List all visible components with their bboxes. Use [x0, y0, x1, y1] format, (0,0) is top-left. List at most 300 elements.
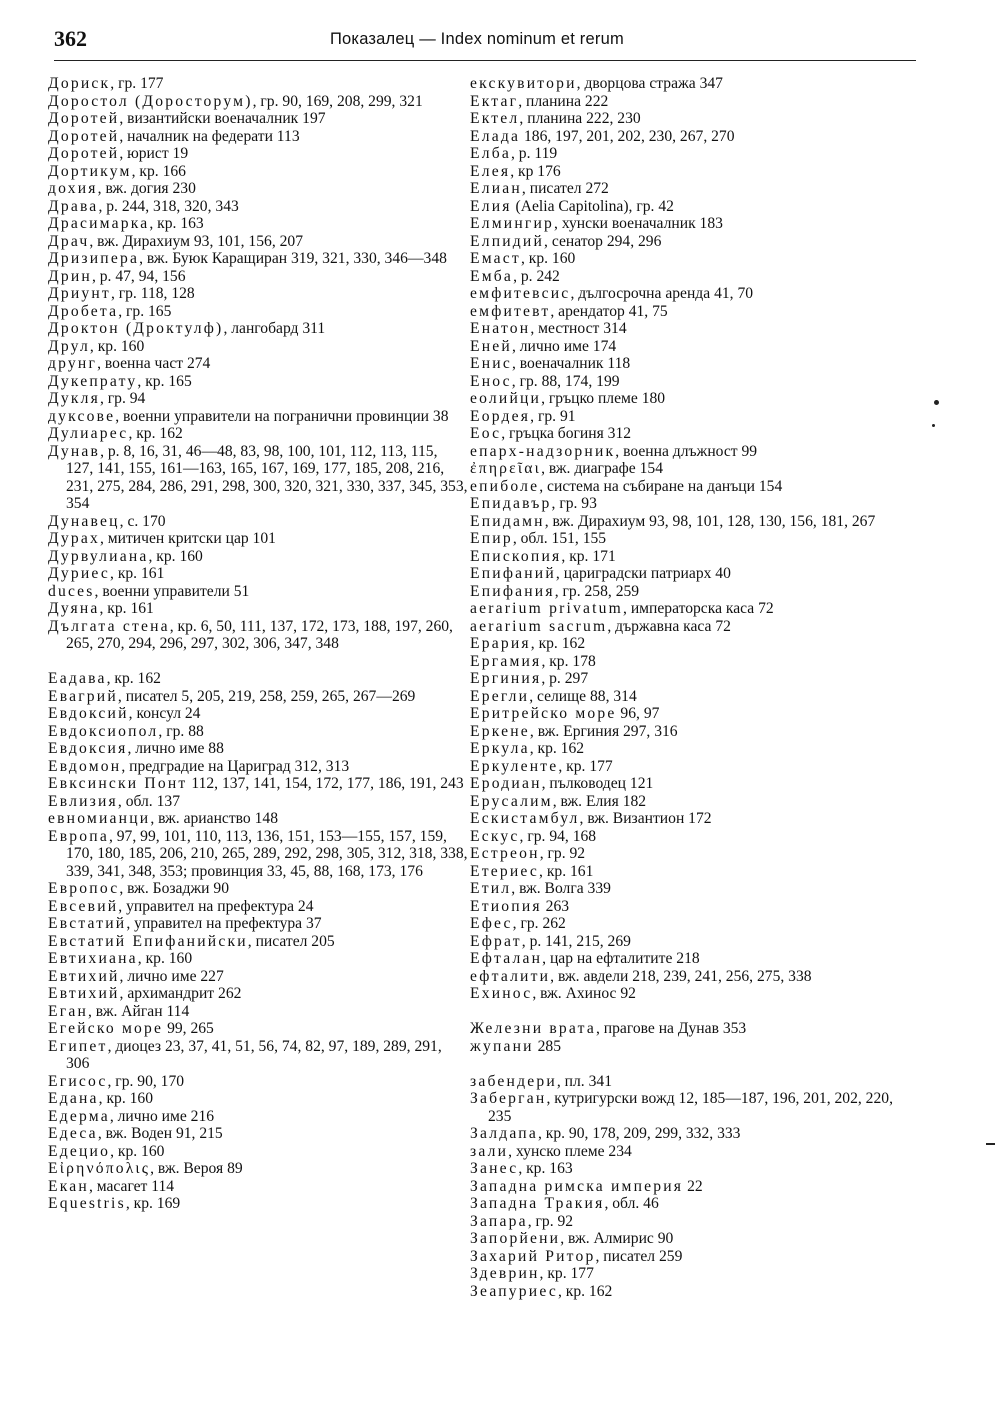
- entry-references: , пл. 341: [556, 1072, 612, 1090]
- entry-headword: Евдоксия: [48, 740, 128, 757]
- entry-headword: Запара: [470, 1212, 528, 1230]
- entry-headword: Еродиан: [470, 775, 542, 792]
- entry-headword: Европос: [48, 880, 120, 897]
- index-column-right: [470, 75, 906, 1300]
- index-entry: [48, 793, 468, 811]
- entry-headword: Евстатий Епифанийски: [48, 932, 248, 950]
- entry-references: , писател 259: [595, 1247, 683, 1265]
- index-entry: [470, 1073, 906, 1091]
- entry-references: , кр. 162: [128, 425, 183, 442]
- entry-headword: Евтихий: [48, 967, 120, 985]
- index-entry: [48, 740, 468, 758]
- index-entry: [470, 1143, 906, 1161]
- entry-references: , гр. 258, 259: [554, 582, 640, 600]
- entry-references: , кр. 160: [89, 337, 145, 355]
- entry-headword: Дрин: [48, 267, 92, 285]
- section-gap: [470, 1003, 906, 1021]
- index-entry: [470, 93, 906, 111]
- entry-references: , вж. догия 230: [97, 180, 196, 197]
- entry-references: , митичен критски цар 101: [99, 530, 276, 547]
- entry-references: , пълководец 121: [541, 775, 654, 792]
- entry-headword: Ефес: [470, 915, 513, 932]
- entry-headword: Еркула: [470, 740, 530, 757]
- index-entry: [470, 373, 906, 391]
- entry-references: 99, 265: [163, 1020, 214, 1037]
- entry-references: , обл. 46: [604, 1195, 659, 1212]
- entry-headword: Доротей: [48, 127, 120, 145]
- entry-headword: Екан: [48, 1177, 89, 1195]
- entry-headword: Здеврин: [470, 1265, 540, 1282]
- entry-references: , гр. 94: [99, 390, 146, 407]
- entry-headword: Епископия: [470, 547, 562, 565]
- entry-references: , гр. 93: [551, 495, 597, 512]
- index-entry: [48, 145, 468, 163]
- index-entry: [48, 775, 468, 793]
- entry-references: , вж. Буюк Каращиран 319, 321, 330, 346—348: [139, 250, 447, 267]
- entry-headword: Ергамия: [470, 652, 542, 670]
- entry-references: , обл. 137: [117, 792, 180, 810]
- entry-headword: Западна Тракия: [470, 1195, 605, 1212]
- entry-references: , лично име 227: [119, 967, 224, 985]
- index-entry: [48, 670, 468, 688]
- entry-headword: Европа: [48, 827, 109, 845]
- index-entry: [48, 968, 468, 986]
- index-entry: [470, 933, 906, 951]
- entry-references: , гр. 92: [527, 1212, 574, 1230]
- entry-references: , прагове на Дунав 353: [595, 1020, 747, 1037]
- index-entry: [470, 320, 906, 338]
- entry-headword: екскувитори: [470, 75, 577, 92]
- index-entry: [470, 1195, 906, 1213]
- entry-headword: Дулиарес: [48, 425, 129, 442]
- index-entry: [48, 373, 468, 391]
- entry-headword: Занес: [470, 1160, 519, 1177]
- entry-references: , писател 205: [247, 932, 335, 950]
- entry-references: , местност 314: [530, 320, 627, 337]
- index-entry: [48, 828, 468, 881]
- index-entry: [470, 215, 906, 233]
- entry-headword: Емаст: [470, 250, 521, 267]
- entry-references: 285: [533, 1037, 562, 1055]
- entry-references: , планина 222: [518, 92, 609, 110]
- index-entry: [470, 898, 906, 916]
- index-entry: [470, 793, 906, 811]
- entry-headword: Евтихий: [48, 985, 120, 1002]
- index-entry: [470, 180, 906, 198]
- entry-headword: Ерария: [470, 635, 531, 652]
- index-entry: [470, 1230, 906, 1248]
- entry-references: , кр. 163: [518, 1160, 573, 1177]
- entry-headword: Едеса: [48, 1125, 98, 1142]
- entry-references: , р. 141, 215, 269: [521, 932, 631, 950]
- entry-references: , вж. Воден 91, 215: [97, 1125, 223, 1142]
- index-entry: [470, 478, 906, 496]
- index-entry: [470, 688, 906, 706]
- entry-references: , военачалник 118: [511, 355, 631, 372]
- index-entry: [470, 1090, 906, 1125]
- entry-references: , кр. 160: [148, 547, 203, 565]
- entry-headword: Евагрий: [48, 687, 118, 705]
- index-entry: [470, 408, 906, 426]
- index-entry: [48, 513, 468, 531]
- entry-references: , архимандрит 262: [119, 985, 242, 1002]
- entry-references: , вж. арианство 148: [150, 810, 279, 827]
- entry-headword: Елиан: [470, 180, 522, 197]
- index-entry: [470, 723, 906, 741]
- index-entry: [470, 880, 906, 898]
- entry-references: , вж. Айган 114: [88, 1002, 190, 1020]
- index-entry: [470, 1283, 906, 1301]
- entry-references: , кр. 177: [558, 757, 613, 775]
- index-entry: [470, 233, 906, 251]
- entry-headword: Емба: [470, 267, 514, 285]
- entry-references: , военни управители на погранични провинции 38: [115, 407, 449, 425]
- entry-references: , кр. 163: [149, 215, 204, 232]
- entry-references: , консул 24: [128, 705, 201, 722]
- entry-references: , гр. 88, 174, 199: [511, 372, 620, 390]
- index-entry: [48, 233, 468, 251]
- index-entry: [470, 950, 906, 968]
- index-entry: [470, 740, 906, 758]
- index-entry: [48, 1073, 468, 1091]
- index-entry: [470, 250, 906, 268]
- index-entry: [48, 705, 468, 723]
- entry-references: , писател 272: [521, 180, 609, 197]
- index-entry: [470, 1020, 906, 1038]
- entry-headword: Едецио: [48, 1142, 111, 1160]
- entry-headword: Египет: [48, 1037, 108, 1055]
- index-entry: [470, 635, 906, 653]
- entry-headword: Драва: [48, 197, 99, 215]
- entry-headword: Друл: [48, 337, 90, 355]
- entry-references: , вж. Волга 339: [511, 880, 611, 897]
- entry-headword: Еган: [48, 1002, 88, 1020]
- index-entry: [48, 285, 468, 303]
- entry-headword: Доростол (Доросторум): [48, 92, 253, 110]
- index-entry: [470, 513, 906, 531]
- index-entry: [470, 145, 906, 163]
- entry-references: , р. 242: [513, 267, 560, 285]
- index-entry: [470, 863, 906, 881]
- index-entry: [48, 583, 468, 601]
- entry-headword: Ескистамбул: [470, 810, 580, 827]
- index-entry: [470, 810, 906, 828]
- entry-references: , вж. Ергиния 297, 316: [529, 722, 678, 740]
- entry-headword: Ергиния: [470, 670, 542, 687]
- index-entry: [48, 443, 468, 513]
- index-entry: [48, 110, 468, 128]
- entry-headword: Елмингир: [470, 215, 555, 232]
- entry-headword: емфитевт: [470, 302, 551, 320]
- entry-references: 96, 97: [616, 705, 660, 722]
- entry-headword: Западна римска империя: [470, 1177, 684, 1195]
- index-entry: [470, 128, 906, 146]
- entry-headword: Елия: [470, 197, 512, 215]
- entry-references: , гр. 165: [118, 302, 172, 320]
- entry-headword: Евстатий: [48, 915, 127, 932]
- entry-headword: Едерма: [48, 1107, 110, 1125]
- index-entry: [470, 495, 906, 513]
- index-entry: [48, 390, 468, 408]
- index-entry: [470, 670, 906, 688]
- entry-headword: епиболе: [470, 477, 540, 495]
- index-entry: [48, 425, 468, 443]
- entry-references: 186, 197, 201, 202, 230, 267, 270: [520, 127, 735, 145]
- entry-headword: Евсевий: [48, 897, 119, 915]
- entry-headword: Equestris: [48, 1195, 126, 1212]
- index-entry: [470, 460, 906, 478]
- entry-references: , вж. Византион 172: [579, 810, 712, 827]
- entry-headword: Захарий Ритор: [470, 1247, 596, 1265]
- entry-references: , лично име 216: [109, 1107, 215, 1125]
- entry-headword: Епир: [470, 530, 513, 547]
- entry-references: , кр 176: [510, 162, 561, 180]
- entry-headword: Еркуленте: [470, 757, 559, 775]
- entry-headword: Ектел: [470, 110, 520, 127]
- entry-headword: aerarium sacrum: [470, 617, 608, 635]
- index-entry: [48, 408, 468, 426]
- index-entry: [48, 163, 468, 181]
- index-column-left: [48, 75, 468, 1213]
- entry-references: , р. 244, 318, 320, 343: [98, 197, 239, 215]
- entry-references: , система на събиране на данъци 154: [539, 477, 783, 495]
- entry-references: , гр. 118, 128: [110, 285, 195, 302]
- index-entry: [470, 285, 906, 303]
- entry-references: , кр. 171: [561, 547, 616, 565]
- index-entry: [48, 1195, 468, 1213]
- index-entry: [470, 163, 906, 181]
- entry-references: , дългосрочна аренда 41, 70: [570, 285, 754, 302]
- entry-headword: Драсимарка: [48, 215, 150, 232]
- entry-headword: Етиопия: [470, 897, 542, 915]
- index-entry: [48, 268, 468, 286]
- index-entry: [470, 1265, 906, 1283]
- entry-headword: Ефталан: [470, 950, 543, 967]
- section-gap: [48, 653, 468, 671]
- index-entry: [48, 618, 468, 653]
- entry-references: , кр. 165: [137, 372, 192, 390]
- entry-headword: Ектаг: [470, 92, 519, 110]
- index-entry: [48, 898, 468, 916]
- entry-headword: Залдапа: [470, 1125, 538, 1142]
- index-entry: [470, 303, 906, 321]
- entry-headword: Ерегли: [470, 687, 530, 705]
- index-entry: [48, 915, 468, 933]
- entry-headword: Ефрат: [470, 932, 522, 950]
- index-entry: [470, 1125, 906, 1143]
- entry-references: , масагет 114: [88, 1177, 175, 1195]
- index-entry: [48, 1090, 468, 1108]
- entry-references: , гр. 94, 168: [519, 827, 597, 845]
- margin-dot-mark: [934, 400, 939, 405]
- index-entry: [470, 828, 906, 846]
- entry-headword: Εἰρηνόπολις: [48, 1160, 151, 1177]
- entry-references: , кр. 166: [131, 162, 186, 180]
- index-entry: [470, 425, 906, 443]
- entry-references: , р. 297: [541, 670, 589, 687]
- entry-headword: Ехинос: [470, 985, 533, 1002]
- index-entry: [470, 565, 906, 583]
- entry-headword: дохия: [48, 180, 98, 197]
- index-entry: [470, 548, 906, 566]
- entry-references: , вж. Ахинос 92: [532, 985, 636, 1002]
- entry-headword: Епидамн: [470, 512, 545, 530]
- entry-references: , кр. 160: [110, 1142, 165, 1160]
- entry-headword: Евлизия: [48, 792, 118, 810]
- index-entry: [48, 1143, 468, 1161]
- entry-headword: Доротей: [48, 145, 120, 162]
- entry-headword: Епидавър: [470, 495, 552, 512]
- entry-headword: Елба: [470, 145, 511, 162]
- entry-headword: Еос: [470, 425, 502, 442]
- entry-headword: дуксове: [48, 407, 116, 425]
- entry-headword: duces: [48, 582, 95, 600]
- entry-references: , вж. Дирахиум 93, 98, 101, 128, 130, 156, 181, 267: [544, 512, 876, 530]
- entry-headword: Елада: [470, 127, 521, 145]
- entry-headword: Егейско море: [48, 1020, 164, 1037]
- index-entry: [48, 950, 468, 968]
- entry-references: , кр. 162: [530, 635, 586, 652]
- index-entry: [470, 355, 906, 373]
- entry-headword: Дуяна: [48, 600, 100, 617]
- index-entry: [470, 1038, 906, 1056]
- index-entry: [48, 1108, 468, 1126]
- entry-references: , държавна каса 72: [607, 617, 731, 635]
- index-entry: [48, 565, 468, 583]
- entry-references: , кр. 162: [106, 670, 161, 687]
- entry-headword: Дукля: [48, 390, 100, 407]
- entry-headword: Евдомон: [48, 757, 122, 775]
- index-entry: [470, 198, 906, 216]
- index-entry: [470, 705, 906, 723]
- entry-headword: aerarium privatum: [470, 600, 624, 617]
- entry-headword: ἐπηρεῖαι: [470, 460, 542, 477]
- entry-headword: Железни врата: [470, 1020, 596, 1037]
- index-entry: [48, 338, 468, 356]
- entry-references: , управител на префектура 24: [118, 897, 314, 915]
- entry-headword: ефталити: [470, 967, 551, 985]
- entry-references: , началник на федерати 113: [119, 127, 300, 145]
- entry-headword: Ескус: [470, 827, 520, 845]
- entry-headword: Дурвулиана: [48, 547, 149, 565]
- index-entry: [48, 1160, 468, 1178]
- entry-headword: Естреон: [470, 845, 540, 862]
- index-entry: [470, 985, 906, 1003]
- entry-references: 263: [541, 897, 570, 915]
- entry-references: , гр. 262: [512, 915, 566, 932]
- index-entry: [470, 338, 906, 356]
- index-entry: [48, 933, 468, 951]
- index-entry: [48, 723, 468, 741]
- index-entry: [470, 600, 906, 618]
- entry-references: , гр. 90, 170: [107, 1072, 185, 1090]
- entry-references: , вж. авдели 218, 239, 241, 256, 275, 338: [550, 967, 812, 985]
- entry-references: , дворцова стража 347: [576, 75, 723, 92]
- index-entry: [470, 845, 906, 863]
- entry-headword: Драч: [48, 232, 90, 250]
- entry-headword: Епифаний: [470, 565, 556, 582]
- entry-references: , лангобард 311: [223, 320, 326, 337]
- index-entry: [48, 810, 468, 828]
- entry-headword: Дризипера: [48, 250, 140, 267]
- index-entry: [470, 390, 906, 408]
- entry-references: , хунски военачалник 183: [554, 215, 723, 232]
- entry-references: , гр. 88: [158, 722, 204, 740]
- margin-tick-mark: [932, 424, 935, 427]
- entry-headword: Дориск: [48, 75, 111, 92]
- index-entry: [48, 128, 468, 146]
- entry-references: , предградие на Цариград 312, 313: [121, 757, 350, 775]
- entry-references: , гръцко племе 180: [541, 390, 666, 407]
- entry-headword: епарх-надзорник: [470, 442, 616, 460]
- section-gap: [470, 1055, 906, 1073]
- entry-references: , кр. 160: [98, 1090, 154, 1107]
- entry-references: , гр. 177: [110, 75, 164, 92]
- entry-references: , кр. 178: [541, 652, 596, 670]
- index-entry: [48, 548, 468, 566]
- entry-references: , военна част 274: [97, 355, 211, 372]
- entry-references: , кр. 169: [125, 1195, 181, 1212]
- entry-headword: Запорйени: [470, 1230, 561, 1247]
- entry-references: , кр. 90, 178, 209, 299, 332, 333: [537, 1125, 741, 1142]
- index-entry: [48, 215, 468, 233]
- entry-headword: Дробета: [48, 302, 119, 320]
- entry-headword: Еордея: [470, 407, 531, 425]
- index-entry: [48, 320, 468, 338]
- margin-dash-mark: [986, 1143, 995, 1145]
- entry-headword: емфитевсис: [470, 285, 571, 302]
- entry-headword: зали: [470, 1142, 509, 1160]
- entry-headword: Едана: [48, 1090, 99, 1107]
- entry-references: 112, 137, 141, 154, 172, 177, 186, 191, 243: [187, 775, 464, 792]
- entry-headword: Еритрейско море: [470, 705, 617, 722]
- entry-headword: Дурах: [48, 530, 100, 547]
- entry-references: , р. 8, 16, 31, 46—48, 83, 98, 100, 101, 112, 113, 115, 127, 141, 155, 161—163, 165, 167, 169, 177, 185, 208, 216, 231, 275, 284, 286, 291, 298, 300, 320, 321, 330, 337, 345, 353, 354: [66, 442, 468, 512]
- entry-references: , вж. Бозаджи 90: [119, 880, 230, 897]
- entry-references: , гр. 91: [530, 407, 576, 425]
- entry-references: , византийски военачалник 197: [119, 110, 326, 127]
- page-header: [54, 26, 916, 61]
- index-entry: [470, 443, 906, 461]
- entry-references: , обл. 151, 155: [512, 530, 607, 547]
- entry-headword: Енатон: [470, 320, 531, 337]
- entry-references: , гр. 92: [539, 845, 586, 862]
- entry-references: 22: [683, 1177, 703, 1195]
- entry-headword: Дунав: [48, 442, 101, 460]
- entry-headword: Енос: [470, 372, 512, 390]
- entry-headword: евномианци: [48, 810, 151, 827]
- running-title: Показалец — Index nominum et rerum: [330, 30, 624, 48]
- entry-headword: Епифания: [470, 582, 555, 600]
- entry-references: , гр. 90, 169, 208, 299, 321: [252, 92, 423, 110]
- entry-headword: Етил: [470, 880, 512, 897]
- entry-headword: Евдоксий: [48, 705, 129, 722]
- entry-headword: Дългата стена: [48, 617, 170, 635]
- index-entry: [470, 110, 906, 128]
- index-entry: [470, 75, 906, 93]
- entry-references: , кр. 177: [539, 1265, 594, 1282]
- index-entry: [470, 268, 906, 286]
- entry-references: , писател 5, 205, 219, 258, 259, 265, 267—269: [117, 687, 416, 705]
- entry-references: , р. 47, 94, 156: [91, 267, 186, 285]
- entry-headword: Еней: [470, 337, 512, 355]
- index-entry: [470, 1248, 906, 1266]
- index-entry: [48, 530, 468, 548]
- entry-references: , кр. 6, 50, 111, 137, 172, 173, 188, 197, 260, 265, 270, 294, 296, 297, 302, 306, 347, 348: [66, 617, 453, 652]
- index-entry: [48, 880, 468, 898]
- index-entry: [470, 530, 906, 548]
- entry-references: , кр. 162: [529, 740, 585, 757]
